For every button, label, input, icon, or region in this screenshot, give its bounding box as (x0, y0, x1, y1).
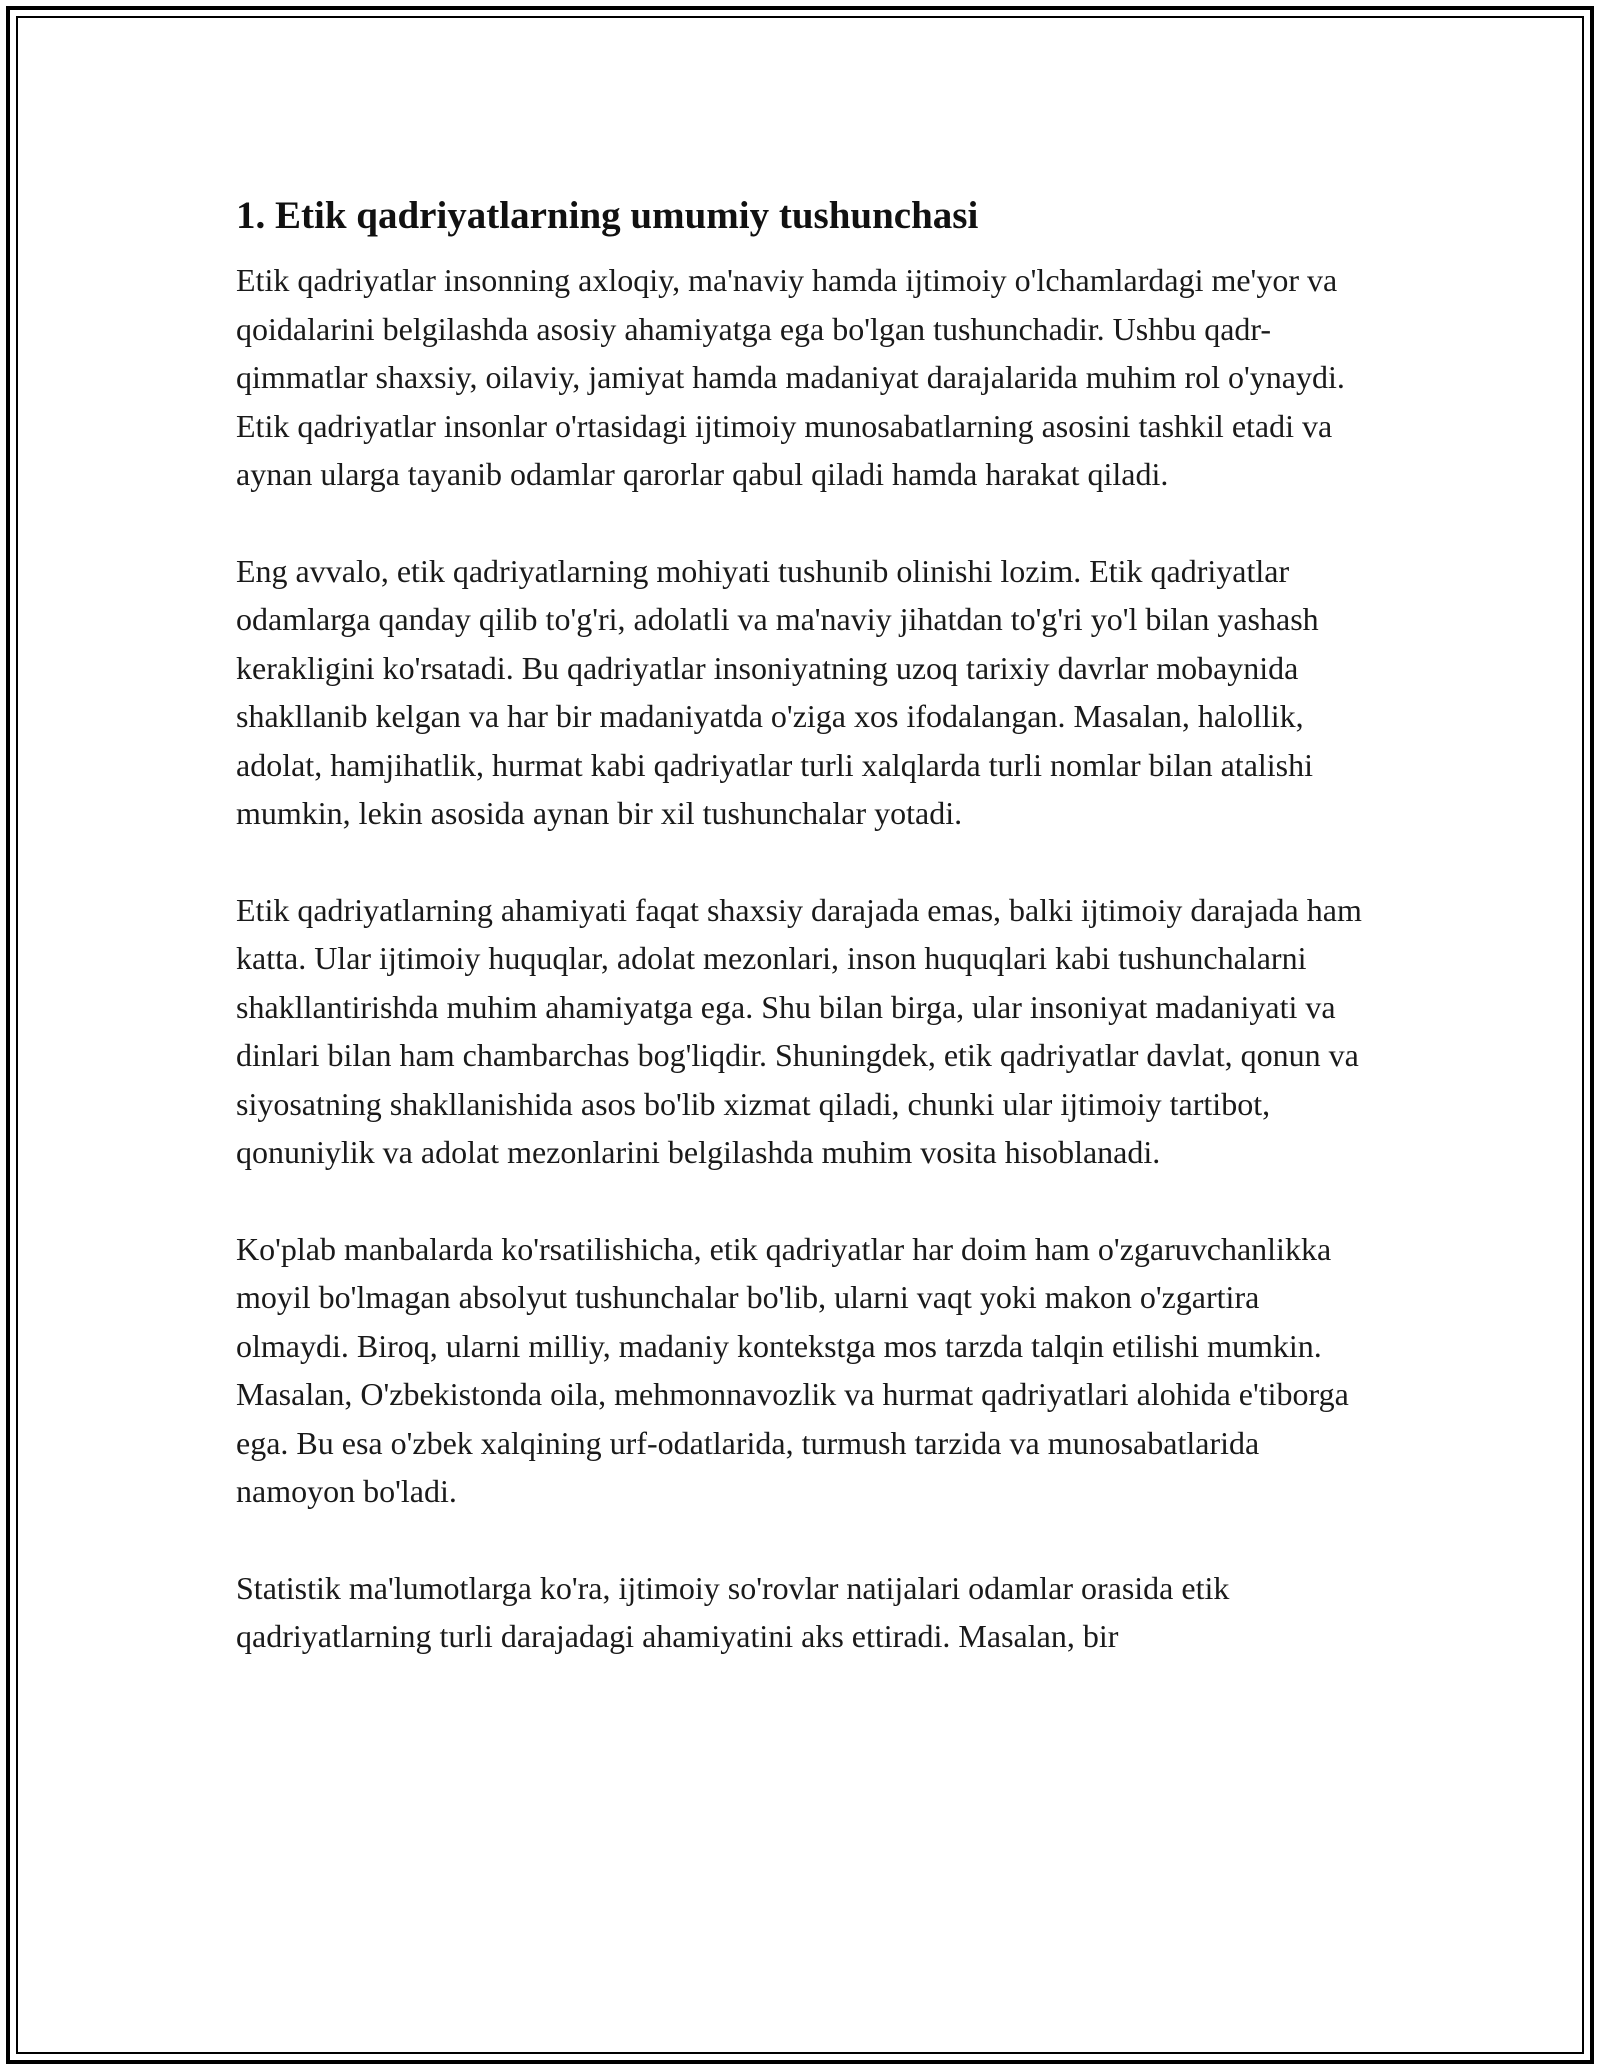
paragraph-2: Eng avvalo, etik qadriyatlarning mohiyati tushunib olinishi lozim. Etik qadriyatlar odamlarga qanday qilib to'g'ri, adolatli va ma'naviy jihatdan to'g'ri yo'l bilan yashash kerakligini ko'rsatadi. Bu qadriyatlar insoniyatning uzoq tarixiy davrlar mobaynida shakllanib kelgan va har bir madaniyatda o'ziga xos ifodalangan. Masalan, halollik, adolat, hamjihatlik, hurmat kabi qadriyatlar turli xalqlarda turli nomlar bilan atalishi mumkin, lekin asosida aynan bir xil tushunchalar yotadi. (236, 552, 1319, 831)
document-body (236, 186, 1366, 1709)
paragraph-3: Etik qadriyatlarning ahamiyati faqat shaxsiy darajada emas, balki ijtimoiy darajada ham katta. Ular ijtimoiy huquqlar, adolat mezonlari, inson huquqlari kabi tushunchalarni shakllantirishda muhim ahamiyatga ega. Shu bilan birga, ular insoniyat madaniyati va dinlari bilan ham chambarchas bog'liqdir. Shuningdek, etik qadriyatlar davlat, qonun va siyosatning shakllanishida asos bo'lib xizmat qiladi, chunki ular ijtimoiy tartibot, qonuniylik va adolat mezonlarini belgilashda muhim vosita hisoblanadi. (236, 891, 1362, 1170)
paragraph-1: Etik qadriyatlar insonning axloqiy, ma'naviy hamda ijtimoiy o'lchamlardagi me'yor va qoidalarini belgilashda asosiy ahamiyatga ega bo'lgan tushunchadir. Ushbu qadr-qimmatlar shaxsiy, oilaviy, jamiyat hamda madaniyat darajalarida muhim rol o'ynaydi. Etik qadriyatlar insonlar o'rtasidagi ijtimoiy munosabatlarning asosini tashkil etadi va aynan ularga tayanib odamlar qarorlar qabul qiladi hamda harakat qiladi. (236, 262, 1345, 492)
paragraph-5: Statistik ma'lumotlarga ko'ra, ijtimoiy so'rovlar natijalari odamlar orasida etik qadriyatlarning turli darajadagi ahamiyatini aks ettiradi. Masalan, bir (236, 1569, 1230, 1654)
section-heading: 1. Etik qadriyatlarning umumiy tushunchasi (236, 194, 979, 237)
paragraph-4: Ko'plab manbalarda ko'rsatilishicha, etik qadriyatlar har doim ham o'zgaruvchanlikka moyil bo'lmagan absolyut tushunchalar bo'lib, ularni vaqt yoki makon o'zgartira olmaydi. Biroq, ularni milliy, madaniy kontekstga mos tarzda talqin etilishi mumkin. Masalan, O'zbekistonda oila, mehmonnavozlik va hurmat qadriyatlari alohida e'tiborga ega. Bu esa o'zbek xalqining urf-odatlarida, turmush tarzida va munosabatlarida namoyon bo'ladi. (236, 1230, 1349, 1509)
